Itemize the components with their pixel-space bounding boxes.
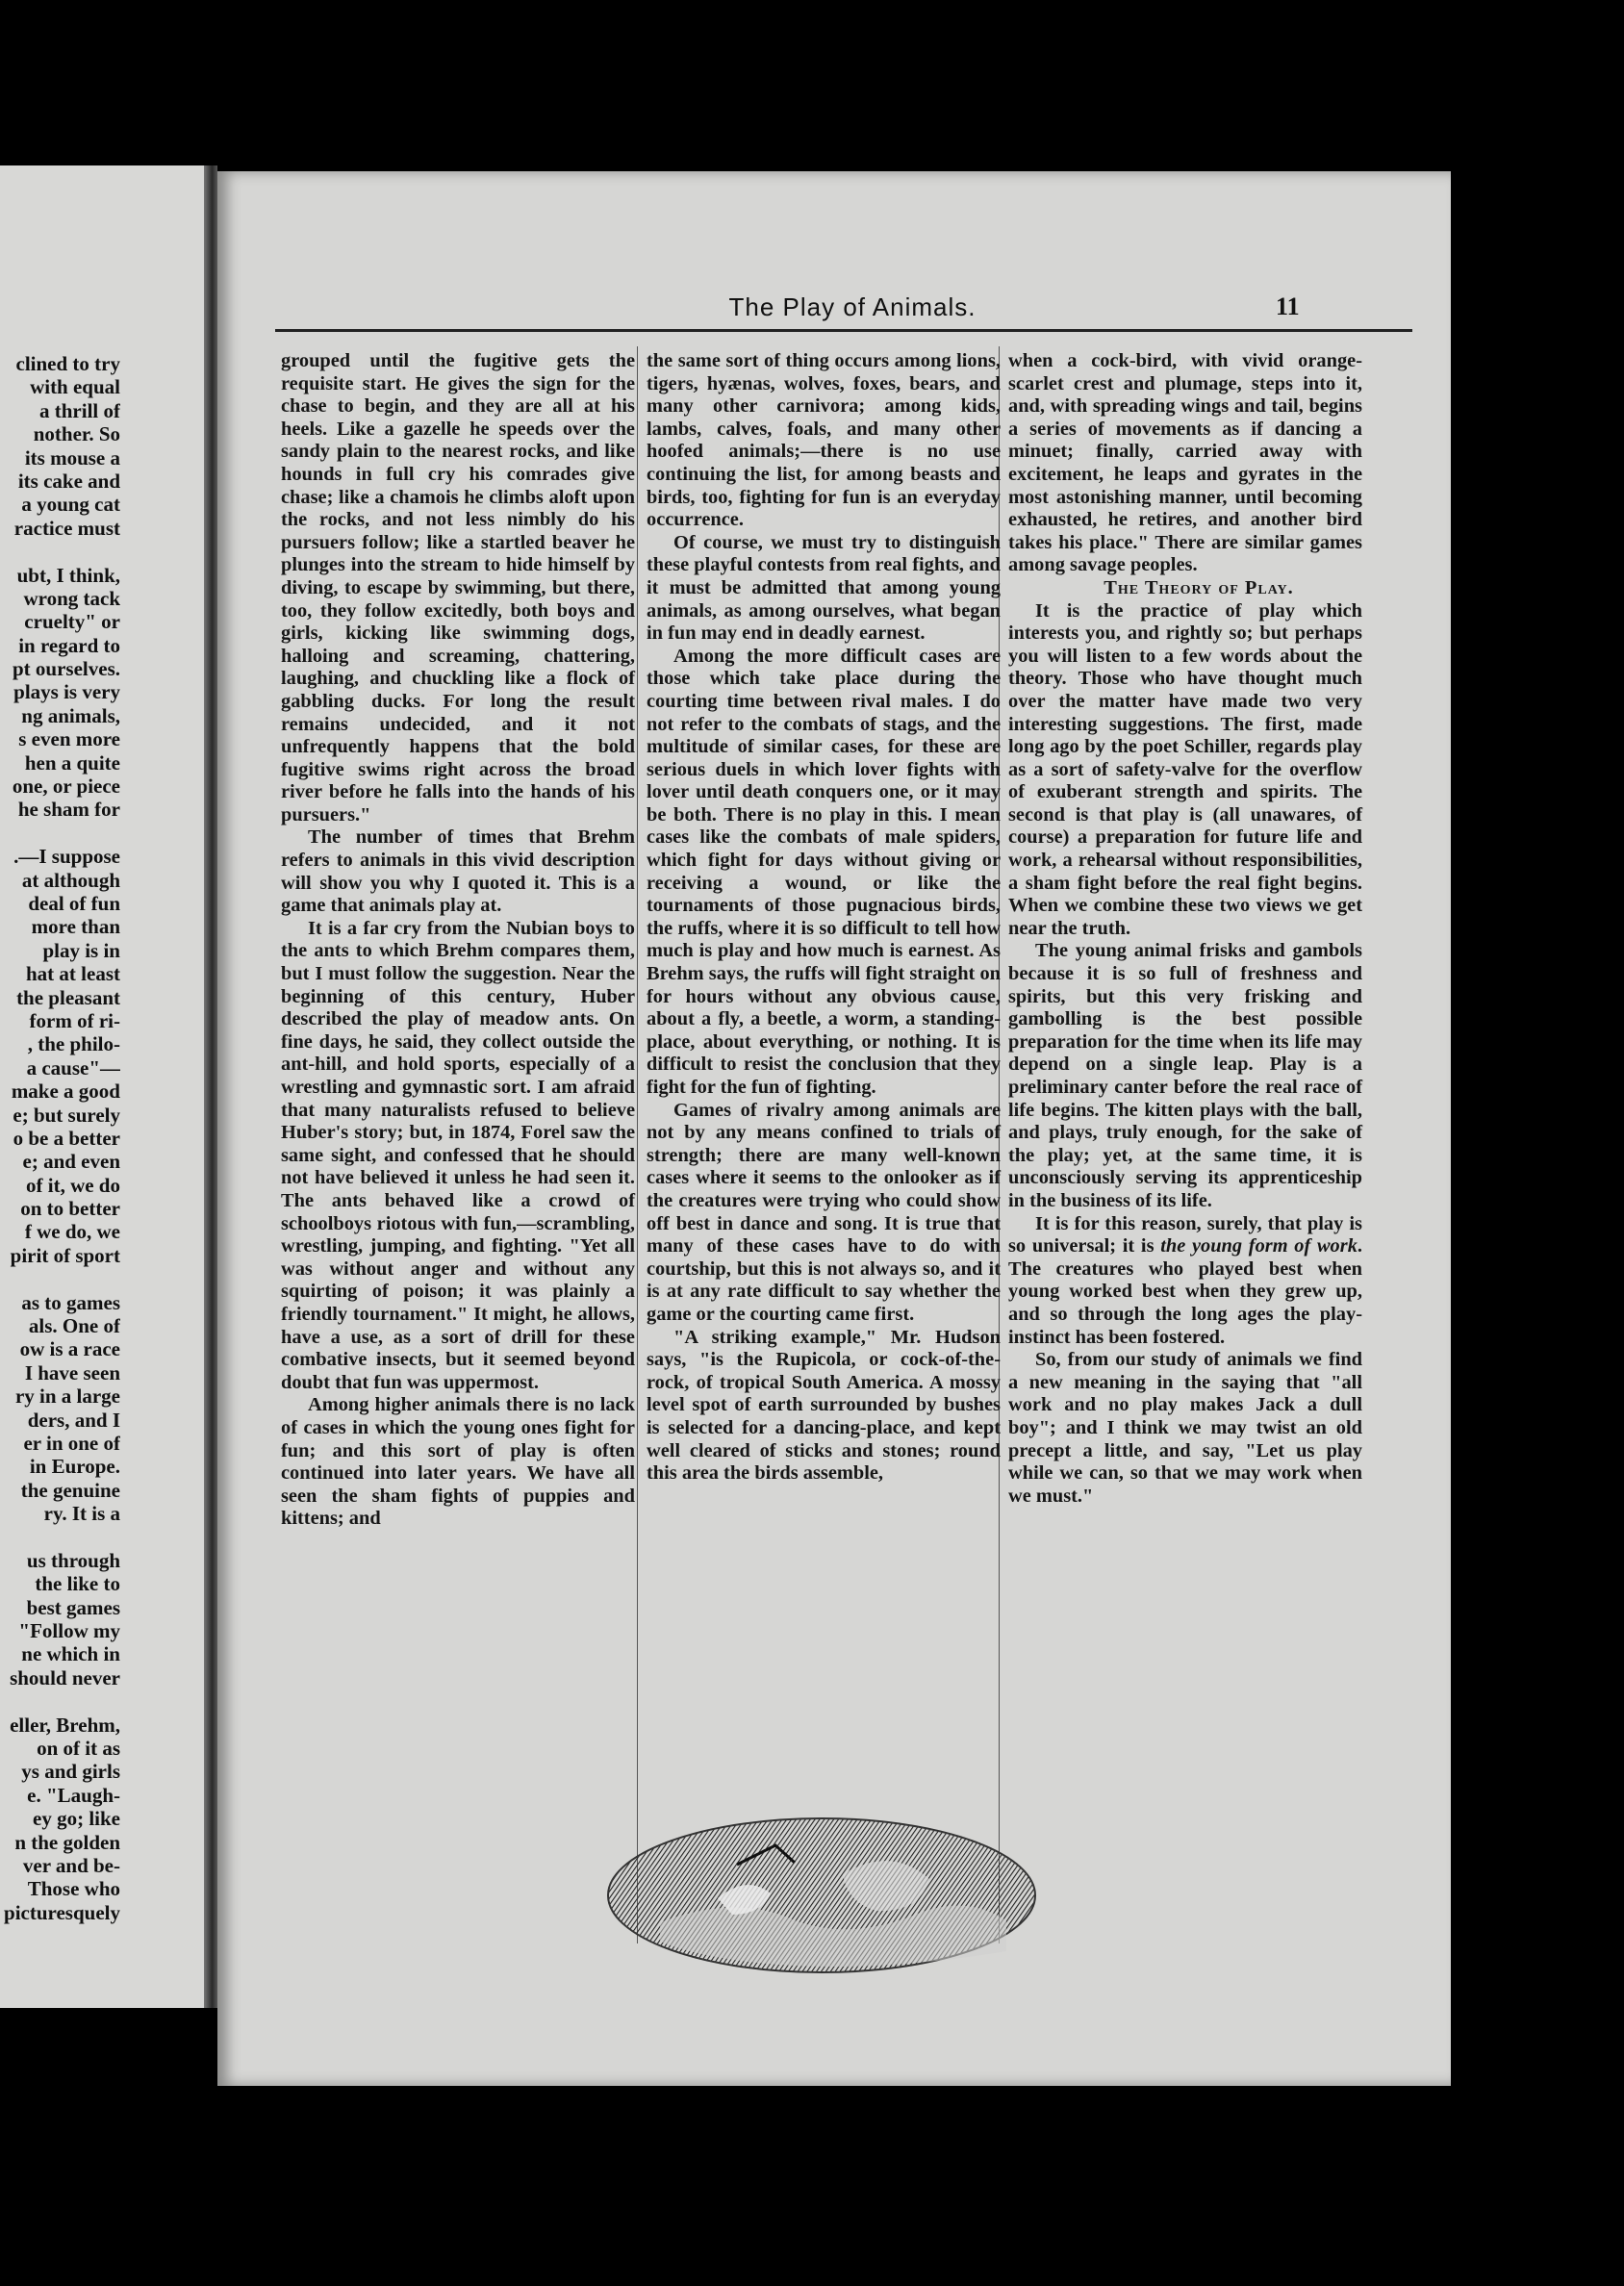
left-text-line: , the philo- (27, 1032, 120, 1056)
left-text-line: he sham for (17, 798, 120, 822)
left-text-line: should never (10, 1665, 120, 1689)
paragraph: It is a far cry from the Nubian boys to the ants to which Brehm compares them, but I must follow the suggestion. Near the beginning of this century, Huber described the play of meadow ants. On fine days, he said, they collect outside the ant-hill, and hold sports, especially of a wrestling and gymnastic sort. I am afraid that many naturalists refused to believe Huber's story; but, in 1874, Forel saw the same sight, and confessed that he should not have believed it unless he had seen it. The ants behaved like a crowd of schoolboys riotous with fun,—scrambling, wrestling, jumping, and fighting. "Yet all was without anger and without any squirting of poison; it was plainly a friendly tournament." It might, he allows, have a use, as a sort of drill for these combative insects, but it seemed beyond doubt that fun was uppermost. (281, 917, 635, 1393)
left-text-line: f we do, we (24, 1220, 120, 1244)
paragraph: It is the practice of play which interests you, and rightly so; but perhaps you will listen to a few words about the theory. Those who have thought much over the matter have made two very interesting suggestions. The first, made long ago by the poet Schiller, regards play as a sort of safety-valve for the overflow of exuberant strength and spirits. The second is that play is (all unawares, of course) a preparation for future life and work, a rehearsal without responsibilities, a sham fight before the real fight begins. When we combine these two views we get near the truth. (1008, 599, 1362, 939)
text-column-2 (647, 350, 1001, 1486)
column-divider (637, 346, 639, 1943)
left-text-line: its cake and (17, 469, 120, 493)
book-gutter (204, 165, 217, 2008)
left-text-line: of it, we do (26, 1173, 120, 1197)
left-text-line: clined to try (15, 352, 120, 375)
paragraph: Games of rivalry among animals are not by any means confined to trials of strength; there are many well-known cases where it seems to the onlooker as if the creatures were trying who could show off best in dance and song. It is true that many of these cases have to do with courtship, but this is not always so, and it is at any rate difficult to say whether the game or the courting came first. (647, 1099, 1001, 1325)
engraved-animals-vignette-icon (602, 1807, 1040, 1980)
left-text-line: I have seen (24, 1360, 120, 1384)
left-text-line (0, 1526, 120, 1549)
left-text-line: wrong tack (23, 586, 120, 610)
left-text-line: plays is very (13, 680, 120, 704)
left-text-line: pirit of sport (10, 1243, 120, 1267)
left-text-line: nother. So (33, 422, 120, 446)
left-text-line: hat at least (26, 962, 120, 986)
left-text-line: ow is a race (19, 1337, 120, 1361)
left-text-line: picturesquely (4, 1900, 120, 1924)
left-text-line: ne which in (21, 1642, 120, 1666)
left-text-line: ey go; like (33, 1807, 120, 1831)
col3-paragraphs-a (1008, 350, 1362, 577)
left-text-line: a cause"— (26, 1055, 120, 1080)
left-text-line: a young cat (21, 493, 120, 517)
page-header (217, 292, 1451, 331)
left-text-line: ry. It is a (43, 1502, 120, 1526)
paragraph: the same sort of thing occurs among lions, tigers, hyænas, wolves, foxes, bears, and many other carnivora; among kids, lambs, calves, foals, and many other hoofed animals;—there is no use continuing the list, for among beasts and birds, too, fighting for fun is an everyday occurrence. (647, 350, 1001, 531)
left-text-line: make a good (11, 1080, 120, 1104)
left-text-line: s even more (18, 727, 120, 751)
left-text-line: the like to (35, 1572, 120, 1596)
left-text-line: e. "Laugh- (27, 1783, 120, 1807)
left-text-line: ractice must (13, 516, 120, 540)
left-text-line: e; but surely (13, 1103, 120, 1127)
left-text-line: one, or piece (12, 775, 120, 799)
paragraph: Of course, we must try to distinguish these playful contests from real fights, and it must be admitted that among young animals, as among ourselves, what began in fun may end in deadly earnest. (647, 531, 1001, 645)
running-title: The Play of Animals. (728, 292, 977, 321)
left-text-line: its mouse a (24, 445, 120, 470)
left-text-line: pt ourselves. (13, 657, 120, 681)
left-text-line: o be a better (13, 1126, 120, 1150)
left-text-line: on to better (20, 1197, 120, 1221)
left-text-line (0, 1689, 120, 1713)
left-text-line: ders, and I (27, 1408, 120, 1432)
paragraph: It is for this reason, surely, that play is so universal; it is the young form of work. The creatures who played best when young worked best when they grew up, and so through the long ages the play-instinct has been fostered. (1008, 1212, 1362, 1348)
paragraph: "A striking example," Mr. Hudson says, "is the Rupicola, or cock-of-the-rock, of tropical South America. A mossy level spot of earth surrounded by bushes is selected for a dancing-place, and kept well cleared of sticks and stones; round this area the birds assemble, (647, 1326, 1001, 1485)
page-number: 11 (1276, 292, 1300, 320)
paragraph: Among the more difficult cases are those which take place during the courting time between rival males. I do not refer to the combats of stags, and the multitude of similar cases, for these are serious duels in which lover fights with lover until death conquers one, or it may be both. There is no play in this. I mean cases like the combats of male spiders, which fight for days without giving or receiving a wound, or like the tournaments of those pugnacious birds, the ruffs, where it is so difficult to tell how much is play and how much is earnest. As Brehm says, the ruffs will fight straight on for hours without any obvious cause, about a fly, a beetle, a worm, a standing-place, about everything, or nothing. It is difficult to resist the conclusion that they fight for the fun of fighting. (647, 645, 1001, 1098)
left-text-line: er in one of (23, 1431, 120, 1455)
left-text-line: as to games (21, 1290, 120, 1314)
left-text-line: hen a quite (24, 750, 120, 775)
col3-paragraphs-b (1008, 600, 1362, 1213)
left-text-line: us through (26, 1548, 120, 1572)
left-text-line: in Europe. (29, 1455, 120, 1479)
left-text-line (0, 1267, 120, 1290)
left-text-line (0, 540, 120, 563)
left-text-line: play is in (42, 938, 120, 962)
left-text-line: .—I suppose (13, 845, 120, 869)
left-text-line: the genuine (20, 1478, 120, 1502)
left-text-line: with equal (30, 375, 120, 399)
left-page-text (0, 352, 120, 1924)
paragraph: So, from our study of animals we find a new meaning in the saying that "all work and no play makes Jack a dull boy"; and I think we may twist an old precept a little, and say, "Let us play while we can, so that we may work when we must." (1008, 1349, 1362, 1507)
left-text-line: n the golden (14, 1830, 120, 1854)
left-text-line: a thrill of (39, 398, 120, 422)
left-text-line: als. One of (28, 1314, 120, 1338)
left-text-line: "Follow my (18, 1619, 120, 1643)
left-text-line: form of ri- (29, 1008, 120, 1032)
left-text-line (0, 822, 120, 845)
left-text-line: on of it as (37, 1737, 120, 1761)
left-text-line: e; and even (22, 1150, 120, 1174)
text-column-3 (1008, 350, 1362, 1508)
section-heading: The Theory of Play. (1104, 576, 1294, 598)
paragraph: when a cock-bird, with vivid orange-scarlet crest and plumage, steps into it, and, with spreading wings and tail, begins a series of movements as if dancing a minuet; finally, carried away with excitement, he leaps and gyrates in the most astonishing manner, until becoming exhausted, he retires, and another bird takes his place." There are similar games among savage peoples. (1008, 350, 1362, 576)
left-text-line: Those who (27, 1877, 120, 1901)
left-text-line: more than (31, 915, 120, 939)
left-text-line: the pleasant (16, 985, 120, 1009)
paragraph: The young animal frisks and gambols because it is so full of freshness and spirits, but this very frisking and gambolling is the best possible preparation for the time when its life may depend on a single leap. Play is a preliminary canter before the real race of life begins. The kitten plays with the ball, and plays, truly enough, for the sake of the play; yet, at the same time, it is unconsciously serving its apprenticeship in the business of its life. (1008, 940, 1362, 1211)
left-text-line: ys and girls (21, 1760, 120, 1784)
left-text-line: deal of fun (28, 891, 120, 915)
left-text-line: ry in a large (14, 1384, 120, 1409)
header-rule (275, 329, 1412, 332)
text-column-1 (281, 350, 635, 1531)
emphasis: the young form of work (1160, 1235, 1358, 1257)
paragraph: grouped until the fugitive gets the requisite start. He gives the sign for the chase to begin, and they are all at his heels. Like a gazelle he speeds over the sandy plain to the nearest rocks, and like hounds in full cry his comrades give chase; like a chamois he climbs aloft upon the rocks, and not less nimbly do his pursuers follow; like a startled beaver he plunges into the stream to hide himself by diving, to escape by swimming, but there, too, they follow excitedly, both boys and girls, kicking like swimming dogs, halloing and screaming, chattering, laughing, and chuckling like a flock of gabbling ducks. For long the result remains undecided, and it not unfrequently happens that the bold fugitive swims right across the broad river before he falls into the hands of his pursuers." (281, 350, 635, 826)
right-page (217, 171, 1451, 2086)
left-page (0, 165, 204, 2008)
left-text-line: at although (21, 868, 120, 892)
left-text-line: ubt, I think, (16, 563, 120, 587)
left-text-line: eller, Brehm, (10, 1713, 120, 1737)
left-text-line: ng animals, (21, 703, 120, 727)
left-text-line: in regard to (18, 633, 120, 657)
left-text-line: ver and be- (22, 1854, 120, 1877)
left-text-line: cruelty" or (24, 610, 120, 634)
paragraph: Among higher animals there is no lack of cases in which the young ones fight for fun; and this sort of play is often continued into later years. We have all seen the sham fights of puppies and kittens; and (281, 1394, 635, 1530)
paragraph: The number of times that Brehm refers to animals in this vivid description will show you why I quoted it. This is a game that animals play at. (281, 826, 635, 917)
left-text-line: best games (26, 1595, 120, 1619)
